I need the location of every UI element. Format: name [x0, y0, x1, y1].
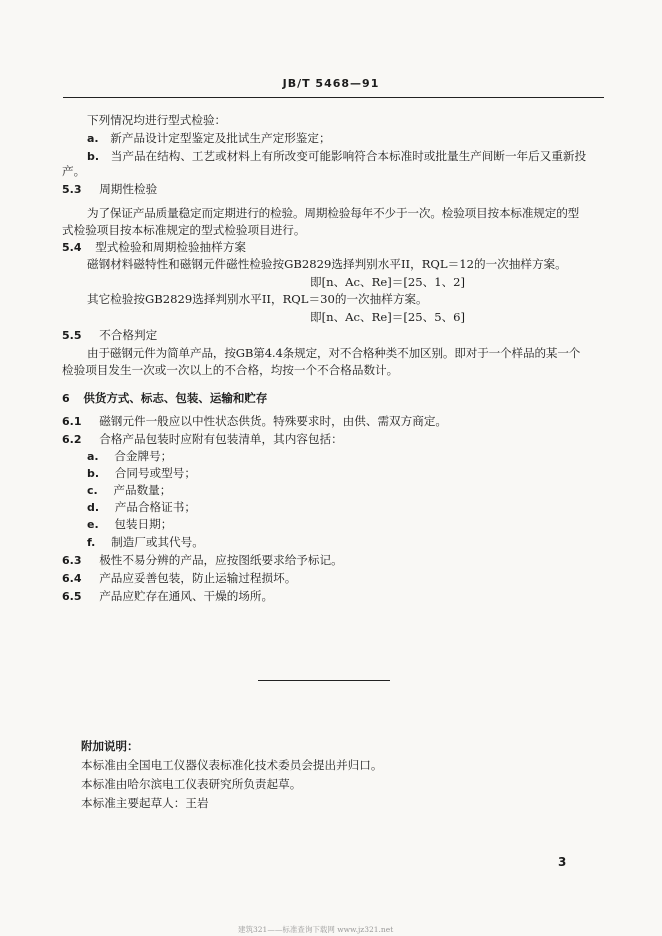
- list-item: [87, 516, 172, 533]
- list-item: [87, 465, 196, 482]
- page-number: 3: [558, 855, 567, 869]
- paragraph-line: 由于磁钢元件为简单产品，按GB第4.4条规定，对不合格种类不加区别。即对于一个样品的某一个: [87, 346, 581, 360]
- list-text: 当产品在结构、工艺或材料上有所改变可能影响符合本标准时或批量生产间断一年后又重新投: [110, 149, 587, 163]
- section-title: 型式检验和周期检验抽样方案: [95, 240, 246, 254]
- list-text: 产品数量；: [113, 483, 172, 497]
- list-item: [87, 448, 172, 465]
- paragraph-line: 检验项目发生一次或一次以上的不合格，均按一个不合格品数计。: [62, 363, 399, 377]
- list-text: 新产品设计定型鉴定及批试生产定形鉴定；: [110, 131, 331, 145]
- list-text: 产品合格证书；: [114, 500, 196, 514]
- standard-code: JB/T 5468—91: [282, 77, 380, 90]
- list-text: 制造厂或其代号。: [111, 535, 204, 549]
- list-marker: b.: [87, 150, 100, 163]
- chapter-title: 供货方式、标志、包装、运输和贮存: [83, 391, 268, 405]
- paragraph-line: 式检验项目按本标准规定的型式检验项目进行。: [62, 223, 306, 237]
- list-item: [87, 499, 196, 516]
- sampling-formula: 即[n、Ac、Re]＝[25、5、6]: [310, 310, 466, 324]
- type-inspection-intro: 下列情况均进行型式检验：: [87, 113, 227, 127]
- end-rule: [258, 680, 390, 681]
- list-item: [87, 482, 171, 499]
- list-item: [87, 148, 586, 165]
- list-text: 合同号或型号；: [114, 466, 196, 480]
- clause-number: 6.2: [62, 433, 82, 446]
- list-marker: e.: [87, 518, 99, 531]
- watermark: 建筑321——标准查询下载网 www.jz321.net: [238, 925, 394, 934]
- section-number: 5.4: [62, 241, 82, 254]
- clause-text: 产品应贮存在通风、干燥的场所。: [99, 589, 274, 603]
- list-marker: b.: [87, 467, 100, 480]
- clause-number: 6.4: [62, 572, 82, 585]
- clause-text: 极性不易分辨的产品，应按图纸要求给予标记。: [99, 553, 343, 567]
- section-number: 5.5: [62, 329, 82, 342]
- clause-text: 合格产品包装时应附有包装清单，其内容包括：: [99, 432, 343, 446]
- notes-line: 本标准由全国电工仪器仪表标准化技术委员会提出并归口。: [81, 758, 383, 772]
- list-marker: c.: [87, 484, 98, 497]
- chapter-heading: [62, 390, 267, 407]
- paragraph-line: 磁钢材料磁特性和磁钢元件磁性检验按GB2829选择判别水平II，RQL＝12的一次抽样方案。: [87, 257, 567, 271]
- list-marker: a.: [87, 450, 99, 463]
- clause-number: 6.1: [62, 415, 82, 428]
- notes-line: 本标准主要起草人：王岩: [81, 796, 209, 810]
- list-text: 合金牌号；: [114, 449, 173, 463]
- section-heading: [62, 327, 157, 344]
- section-heading: [62, 181, 157, 198]
- section-heading: [62, 239, 246, 256]
- chapter-number: 6: [62, 392, 70, 405]
- clause-text: 磁钢元件一般应以中性状态供货。特殊要求时，由供、需双方商定。: [99, 414, 448, 428]
- paragraph-line: 为了保证产品质量稳定而定期进行的检验。周期检验每年不少于一次。检验项目按本标准规定的型: [87, 206, 580, 220]
- sampling-formula: 即[n、Ac、Re]＝[25、1、2]: [310, 275, 466, 289]
- section-title: 不合格判定: [99, 328, 158, 342]
- notes-line: 本标准由哈尔滨电工仪表研究所负责起草。: [81, 777, 302, 791]
- clause-number: 6.3: [62, 554, 82, 567]
- paragraph-line: 其它检验按GB2829选择判别水平II，RQL＝30的一次抽样方案。: [87, 292, 428, 306]
- list-text: 包装日期；: [114, 517, 173, 531]
- header-rule: [63, 97, 604, 98]
- clause: [62, 570, 296, 587]
- list-item: [87, 534, 204, 551]
- list-continuation: 产。: [62, 164, 86, 178]
- clause: [62, 588, 273, 605]
- list-marker: a.: [87, 132, 99, 145]
- notes-title: 附加说明：: [81, 739, 139, 753]
- list-marker: f.: [87, 536, 96, 549]
- section-number: 5.3: [62, 183, 82, 196]
- list-item: [87, 130, 331, 147]
- clause: [62, 431, 343, 448]
- clause-text: 产品应妥善包装，防止运输过程损坏。: [99, 571, 297, 585]
- section-title: 周期性检验: [99, 182, 158, 196]
- clause: [62, 552, 343, 569]
- clause-number: 6.5: [62, 590, 82, 603]
- clause: [62, 413, 447, 430]
- list-marker: d.: [87, 501, 100, 514]
